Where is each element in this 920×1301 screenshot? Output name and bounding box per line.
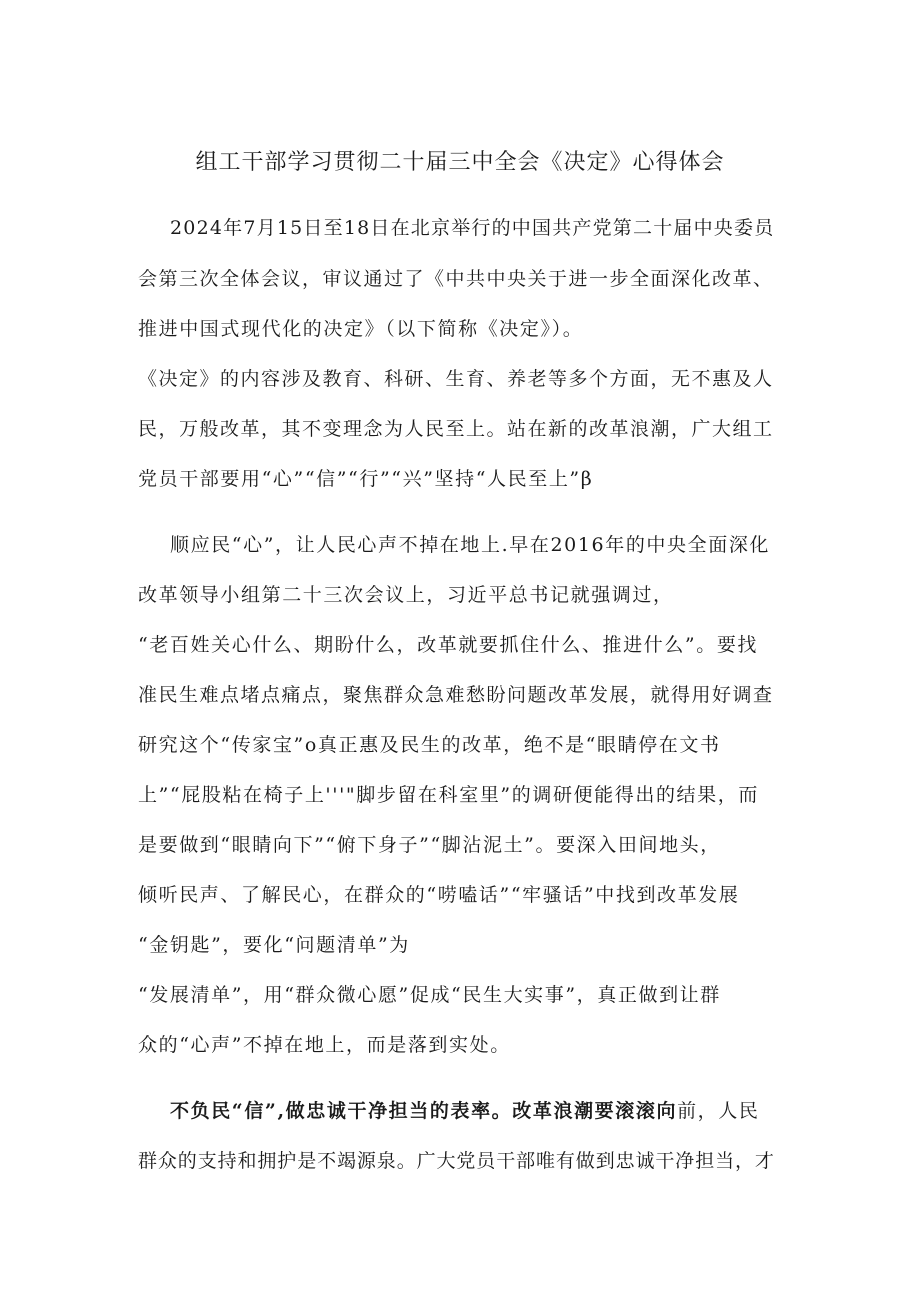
paragraph-1-line-5: 民，万般改革，其不变理念为人民至上。站在新的改革浪潮，广大组工 xyxy=(138,418,774,440)
paragraph-3-lead-bold: 不负民“信”,做忠诚干净担当的表率。改革浪潮要滚滚向 xyxy=(170,1100,678,1122)
paragraph-2-line-10: “发展清单”，用“群众微心愿”促成“民生大实事”，真正做到让群 xyxy=(138,984,721,1006)
paragraph-2-line-2: 改革领导小组第二十三次会议上，习近平总书记就强调过， xyxy=(138,584,674,606)
paragraph-1-line-3: 推进中国式现代化的决定》（以下简称《决定》）。 xyxy=(138,318,584,340)
paragraph-1-line-1: 2024年7月15日至18日在北京举行的中国共产党第二十届中央委员 xyxy=(170,217,775,239)
paragraph-2-line-9: “金钥匙”，要化“问题清单”为 xyxy=(138,934,410,956)
paragraph-2-line-8: 倾听民声、了解民心，在群众的“唠嗑话”“牢骚话”中找到改革发展 xyxy=(138,884,740,906)
paragraph-3-line-2: 群众的支持和拥护是不竭源泉。广大党员干部唯有做到忠诚干净担当，才 xyxy=(138,1150,775,1172)
paragraph-3-line-1 xyxy=(170,1096,759,1126)
paragraph-1-line-2: 会第三次全体会议，审议通过了《中共中央关于进一步全面深化改革、 xyxy=(138,268,774,290)
document-title: 组工干部学习贯彻二十届三中全会《决定》心得体会 xyxy=(195,150,725,175)
paragraph-1-line-6: 党员干部要用“心”“信”“行”“兴”坚持“人民至上”β xyxy=(138,468,594,490)
paragraph-2-line-4: 准民生难点堵点痛点，聚焦群众急难愁盼问题改革发展，就得用好调查 xyxy=(138,684,774,706)
paragraph-2-line-11: 众的“心声”不掉在地上，而是落到实处。 xyxy=(138,1034,511,1056)
paragraph-3-lead-rest: 前，人民 xyxy=(677,1100,760,1122)
paragraph-1-line-4: 《决定》的内容涉及教育、科研、生育、养老等多个方面，无不惠及人 xyxy=(138,368,774,390)
paragraph-2-line-6: 上”“屁股粘在椅子上'''"脚步留在科室里”的调研便能得出的结果，而 xyxy=(138,784,759,806)
paragraph-2-line-5: 研究这个“传家宝”o真正惠及民生的改革，绝不是“眼睛停在文书 xyxy=(138,734,721,756)
paragraph-2-line-1: 顺应民“心”，让人民心声不掉在地上.早在2016年的中央全面深化 xyxy=(170,534,771,556)
paragraph-2-line-7: 是要做到“眼睛向下”“俯下身子”“脚沾泥土”。要深入田间地头， xyxy=(138,834,721,856)
paragraph-2-line-3: “老百姓关心什么、期盼什么，改革就要抓住什么、推进什么”。要找 xyxy=(138,634,759,656)
